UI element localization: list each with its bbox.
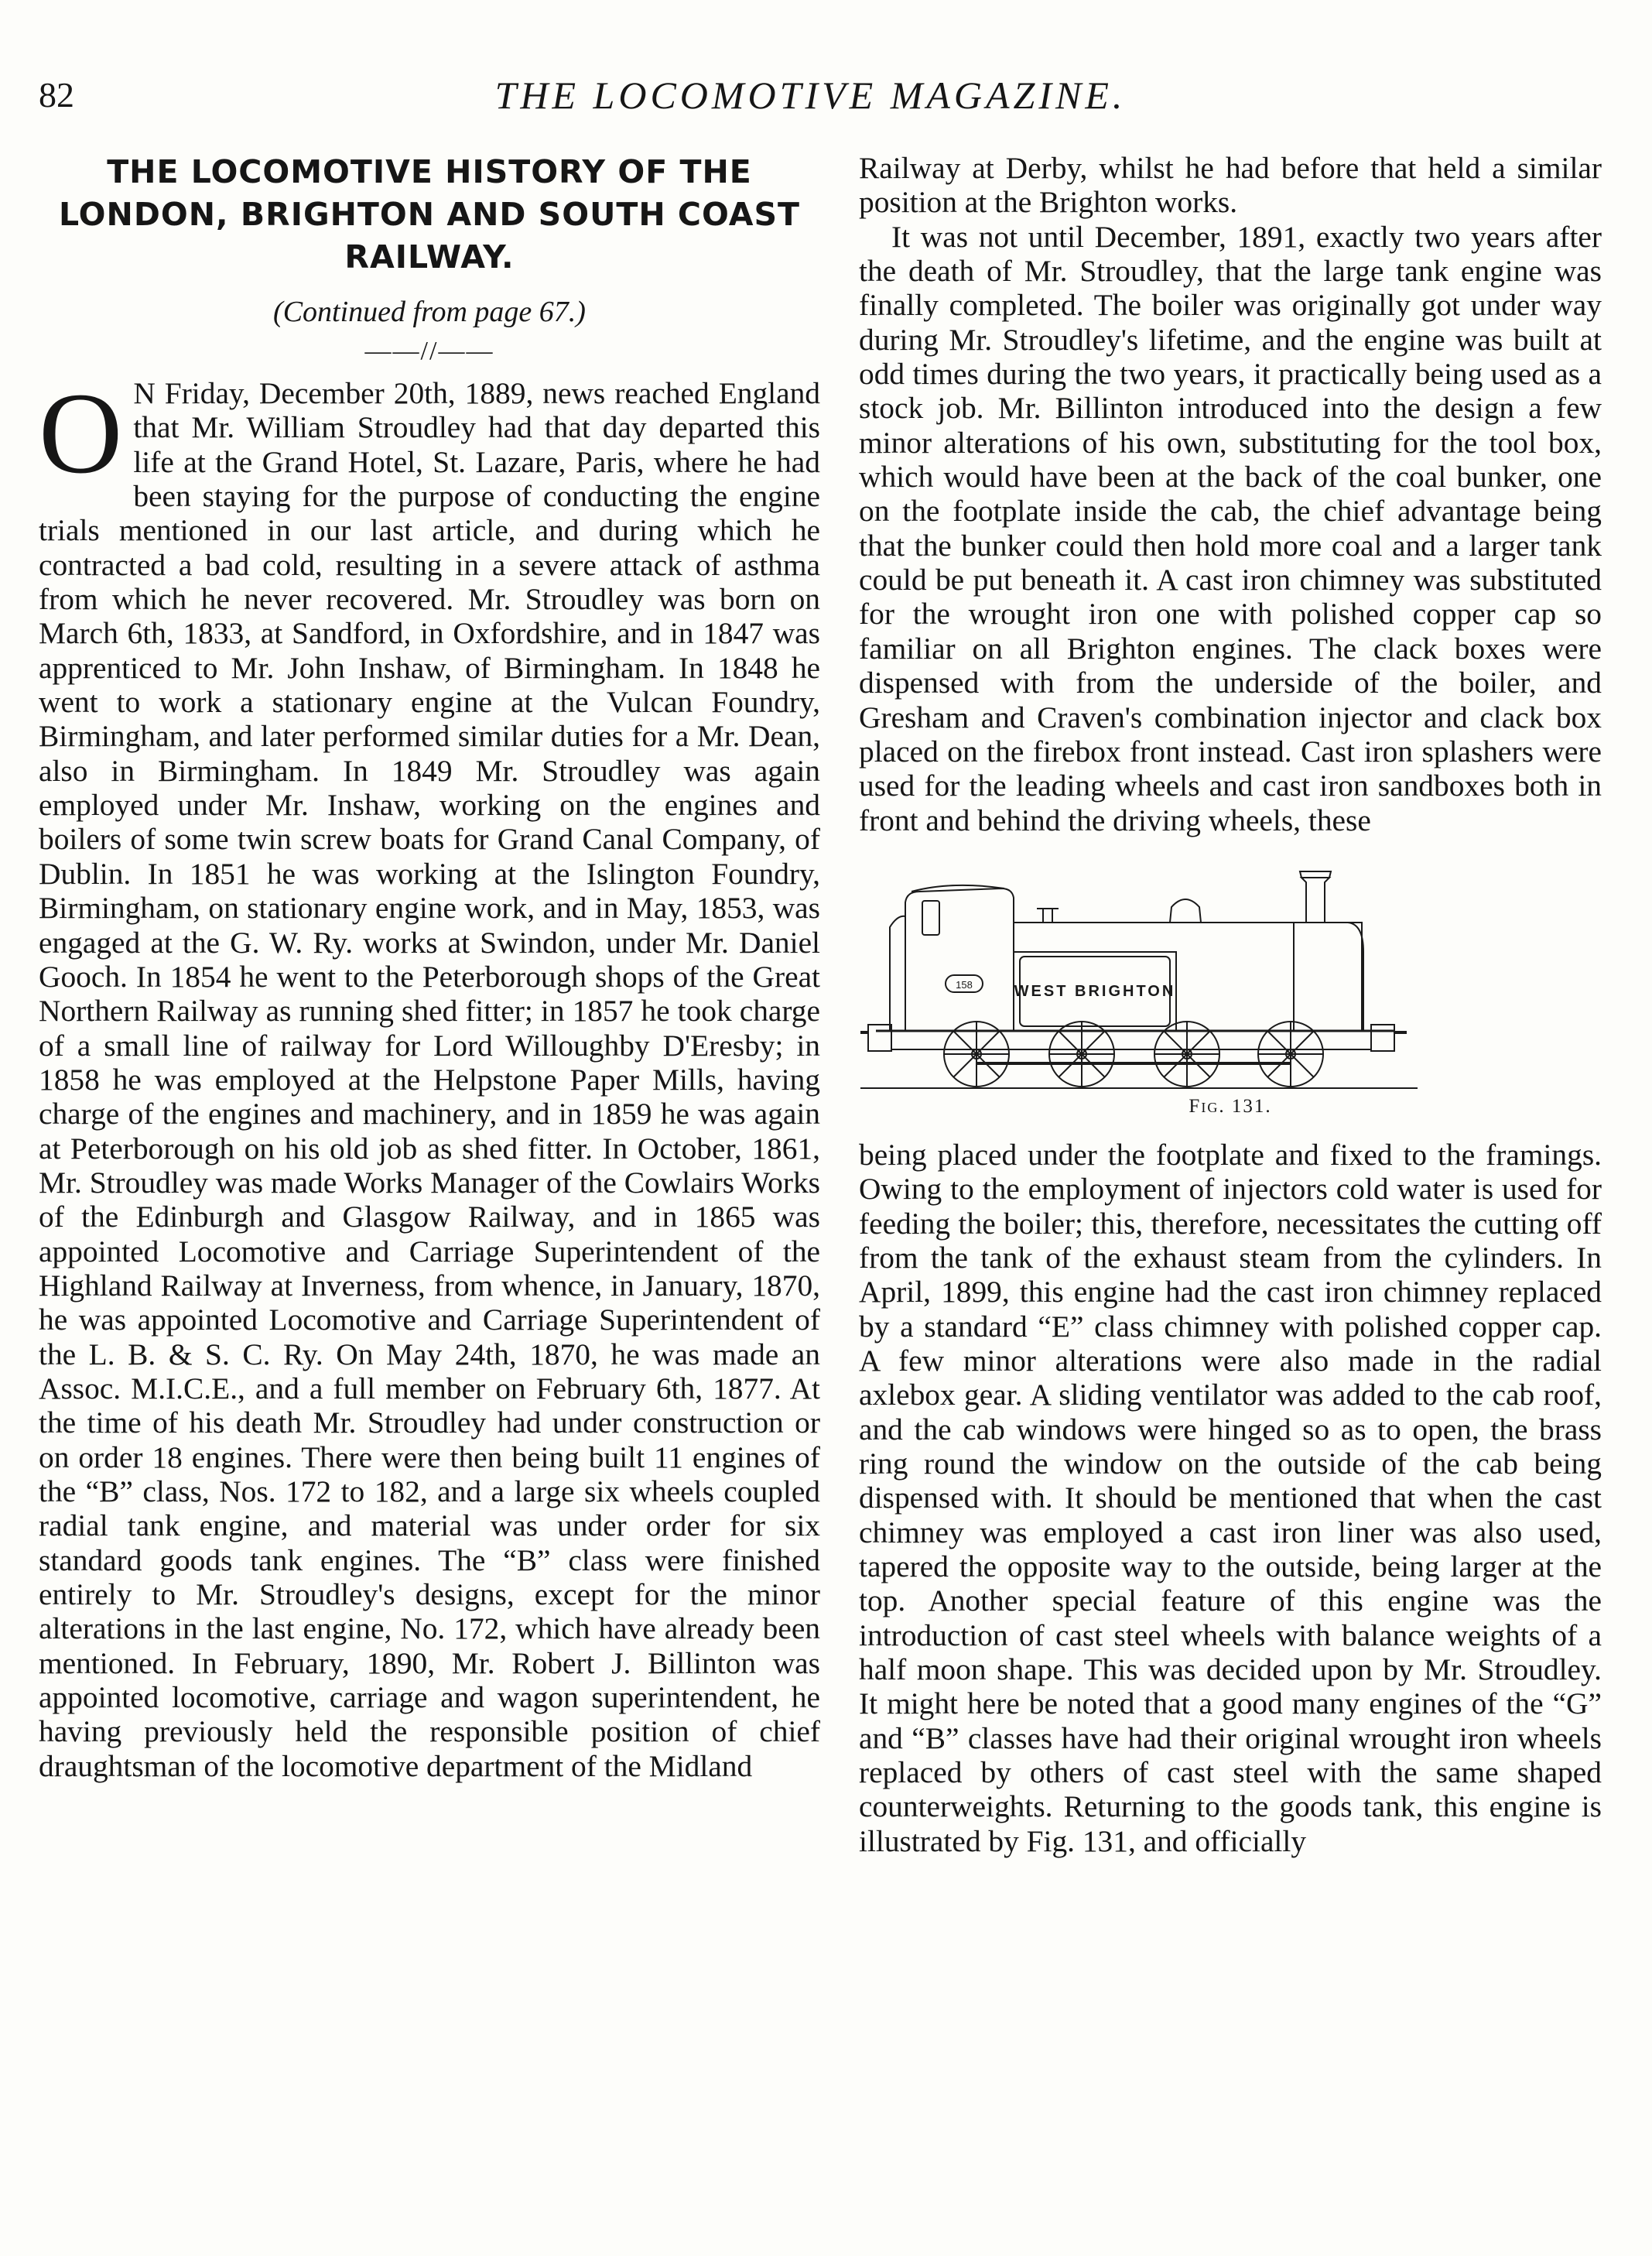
- left-column: [39, 151, 820, 1783]
- boiler: [1014, 923, 1363, 1031]
- opening-paragraph: [39, 369, 820, 1783]
- wheel-leading: [1258, 1022, 1323, 1087]
- rear-buffer-beam: [868, 1025, 891, 1051]
- footplate-paragraph: being placed under the footplate and fixed to the framings. Owing to the employment of injectors cold water is used for feeding the boiler; this, therefore, necessitates the cutting off from the tank of the exhaust steam from the cylinders. In April, 1899, this engine had the cast iron chimney replaced by a standard “E” class chimney with polished copper cap. A few minor alterations were also made in the radial axlebox gear. A sliding ventilator was added to the cab roof, and the cab windows were hinged so as to open, the brass ring round the window on the outside of the cab being dispensed with. It should be mentioned that when the cast chimney was employed a cast iron liner was also used, tapered the opposite way to the outside, being larger at the top. Another special feature of this engine was the introduction of cast steel wheels with balance weights of a half moon shape. This was decided upon by Mr. Stroudley. It might here be noted that a good many engines of the “G” and “B” classes have had their original wrought iron wheels replaced by others of cast steel with the same shaped counterweights. Returning to the goods tank, this engine is illustrated by Fig. 131, and officially: [859, 1137, 1602, 1858]
- safety-valve: [1043, 909, 1052, 923]
- right-column: [859, 151, 1602, 1858]
- front-buffer-beam: [1371, 1025, 1394, 1051]
- wheel-rear: [944, 1022, 1009, 1087]
- continued-paragraph: Railway at Derby, whilst he had before that held a similar position at the Brighton works.: [859, 151, 1602, 220]
- continued-note: (Continued from page 67.): [273, 296, 586, 328]
- running-head: [39, 68, 1582, 122]
- tank-engine-paragraph: It was not until December, 1891, exactly two years after the death of Mr. Stroudley, that the large tank engine was finally completed. The boiler was originally got under way during Mr. Stroudley's lifetime, and the engine was built at odd times during the two years, it practically being used as a stock job. Mr. Billinton introduced into the design a few minor alterations of his own, substituting for the tool box, which would have been at the back of the coal bunker, one on the footplate inside the cab, the chief advantage being that the bunker could then hold more coal and a larger tank could be put beneath it. A cast iron chimney was substituted for the wrought iron one with polished copper cap so familiar on all Brighton engines. The clack boxes were dispensed with from the underside of the boiler, and Gresham and Craven's combination injector and clack box placed on the firebox front instead. Cast iron splashers were used for the leading wheels and cast iron sandboxes both in front and behind the driving wheels, these: [859, 219, 1602, 837]
- left-column-text: [39, 369, 820, 1783]
- cab-window: [922, 901, 939, 935]
- figure-caption: Fig. 131.: [1189, 1095, 1272, 1117]
- wheel-driving: [1049, 1022, 1114, 1087]
- locomotive-illustration: [860, 861, 1603, 1093]
- opening-paragraph-text: N Friday, December 20th, 1889, news reached England that Mr. William Stroudley had that day departed this life at the Grand Hotel, St. Lazare, Paris, where he had been staying for the purpose of conducting the engine trials mentioned in our last article, and during which he contracted a bad cold, resulting in a severe attack of asthma from which he never recovered. Mr. Stroudley was born on March 6th, 1833, at Sandford, in Oxfordshire, and in 1847 was apprenticed to Mr. John Inshaw, of Birmingham. In 1848 he went to work a stationary engine at the Vulcan Foundry, Birmingham, and later performed similar duties for a Mr. Dean, also in Birmingham. In 1849 Mr. Stroudley was again employed under Mr. Inshaw, working on the engines and boilers of some twin screw boats for Grand Canal Company, of Dublin. In 1851 he was working at the Islington Foundry, Birmingham, on stationary engine work, and in May, 1853, was engaged at the G. W. Ry. works at Swindon, under Mr. Daniel Gooch. In 1854 he went to the Peterborough shops of the Great Northern Railway as running shed fitter; in 1857 he took charge of a small line of railway for Lord Willoughby D'Eresby; in 1858 he was employed at the Helpstone Paper Mills, having charge of the engines and machinery, and in 1859 he was again at Peterborough on his old job as shed fitter. In October, 1861, Mr. Stroudley was made Works Manager of the Cowlairs Works of the Edinburgh and Glasgow Railway, and in 1865 was appointed Locomotive and Carriage Superintendent of the Highland Railway at Inverness, from whence, in January, 1870, he was appointed Locomotive and Carriage Superintendent of the L. B. & S. C. Ry. On May 24th, 1870, he was made an Assoc. M.I.C.E., and a full member on February 6th, 1877. At the time of his death Mr. Stroudley had under construction or on order 18 engines. There were then being built 11 engines of the “B” class, Nos. 172 to 182, and a large six wheels coupled radial tank engine, and material was under order for six standard goods tank engines. The “B” class were finished entirely to Mr. Stroudley's designs, except for the minor alterations in the last engine, No. 172, which have already been mentioned. In February, 1890, Mr. Robert J. Billinton was appointed locomotive, carriage and wagon superintendent, he having previously held the responsible position of chief draughtsman of the locomotive department of the Midland: [39, 376, 820, 1783]
- right-column-bottom-text: [859, 1138, 1602, 1858]
- magazine-title: THE LOCOMOTIVE MAGAZINE.: [494, 74, 1127, 117]
- chimney: [1301, 878, 1329, 923]
- wheel-middle: [1154, 1022, 1219, 1087]
- engine-number: 158: [956, 978, 973, 991]
- coal-bunker: [890, 916, 905, 1031]
- steam-dome: [1170, 899, 1201, 923]
- figure-131: [859, 861, 1602, 1124]
- right-column-top-text: [859, 151, 1602, 837]
- article-title: THE LOCOMOTIVE HISTORY OF THE LONDON, BRIGHTON AND SOUTH COAST RAILWAY.: [59, 153, 800, 276]
- engine-name: WEST BRIGHTON: [1014, 982, 1176, 1000]
- drop-cap: O: [39, 369, 123, 498]
- section-divider: ——//——: [364, 337, 494, 365]
- smokebox: [1294, 923, 1362, 1031]
- page-number: 82: [39, 75, 74, 115]
